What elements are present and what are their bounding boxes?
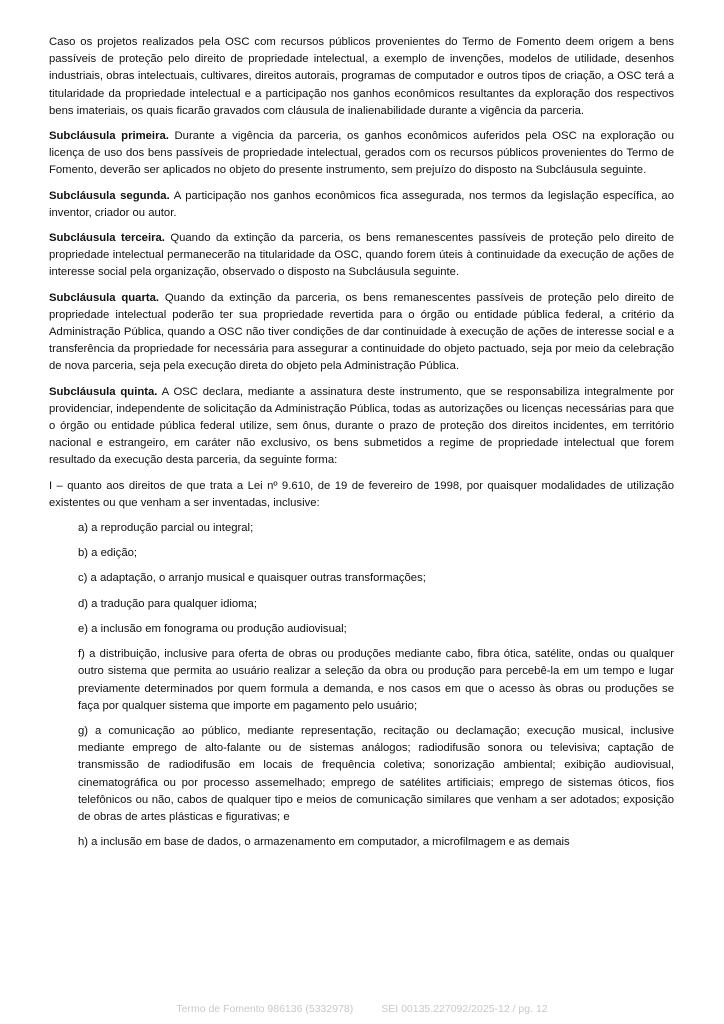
subclause-quarta <box>49 290 674 376</box>
list-item-d: d) a tradução para qualquer idioma; <box>78 597 257 610</box>
subclause-text: A participação nos ganhos econômicos fica assegurada, nos termos da legislação específica, ao inventor, criador ou autor. <box>49 189 674 219</box>
footer-sei-page: SEI 00135.227092/2025-12 / pg. 12 <box>381 1003 548 1015</box>
subclause-heading: Subcláusula primeira. <box>49 130 169 143</box>
list-item-b: b) a edição; <box>78 547 138 560</box>
list-item-g: g) a comunicação ao público, mediante representação, recitação ou declamação; execução musical, inclusive mediante emprego de alto-falante ou de sistemas análogos; radiodifusão sonora ou televisiva; captação de transmissão de radiodifusão em locais de frequência coletiva; sonorização ambiental; exibição audiovisual, cinematográfica ou por processo assemelhado; emprego de satélites artificiais; emprego de sistemas óticos, fios telefônicos ou não, cabos de qualquer tipo e meios de comunicação similares que venham a ser adotados; exposição de obras de artes plásticas e figurativas; e <box>78 724 674 823</box>
subclause-text: A OSC declara, mediante a assinatura deste instrumento, que se responsabiliza integralmente por providenciar, independente de solicitação da Administração Pública, todas as autorizações ou licenças necessárias para que o órgão ou entidade pública federal utilize, sem ônus, durante o prazo de proteção dos direitos incidentes, em território nacional e estrangeiro, em caráter não exclusivo, os bens submetidos a regime de propriedade intelectual que forem resultado da execução desta parceria, da seguinte forma: <box>49 385 674 467</box>
list-item-c: c) a adaptação, o arranjo musical e quaisquer outras transformações; <box>78 572 426 585</box>
subclause-heading: Subcláusula segunda. <box>49 189 170 202</box>
subclause-terceira <box>49 230 674 282</box>
subclause-heading: Subcláusula quinta. <box>49 385 158 398</box>
subclause-text: Quando da extinção da parceria, os bens remanescentes passíveis de proteção pelo direito de propriedade intelectual poderão ter sua propriedade revertida para o órgão ou entidade pública federal, a critério da Administração Pública, quando a OSC não tiver condições de dar continuidade à execução de ações de interesse social e a transferência da propriedade for necessária para assegurar a continuidade do objeto pactuado, seja por meio da celebração de nova parceria, seja pela execução direta do objeto pela Administração Pública. <box>49 291 674 373</box>
document-body <box>49 34 674 859</box>
intro-paragraph: Caso os projetos realizados pela OSC com recursos públicos provenientes do Termo de Fomento deem origem a bens passíveis de proteção pelo direito de propriedade intelectual, a exemplo de invenções, modelos de utilidade, desenhos industriais, obras intelectuais, cultivares, direitos autorais, programas de computador e outros tipos de criação, a OSC terá a titularidade da propriedade intelectual e a participação nos ganhos econômicos resultantes da exploração dos respectivos bens imateriais, os quais ficarão gravados com cláusula de inalienabilidade durante a vigência da parceria. <box>49 36 674 117</box>
subclause-heading: Subcláusula quarta. <box>49 291 160 304</box>
subclause-text: Durante a vigência da parceria, os ganhos econômicos auferidos pela OSC na exploração ou licença de uso dos bens passíveis de propriedade intelectual, gerados com os recursos públicos provenientes do Termo de Fomento, deverão ser aplicados no objeto do presente instrumento, sem prejuízo do disposto na Subcláusula seguinte. <box>49 130 674 177</box>
section-i-paragraph: I – quanto aos direitos de que trata a Lei nº 9.610, de 19 de fevereiro de 1998, por quaisquer modalidades de utilização existentes ou que venham a ser inventadas, inclusive: <box>49 479 674 509</box>
page-footer <box>0 1003 724 1015</box>
subclause-text: Quando da extinção da parceria, os bens remanescentes passíveis de proteção pelo direito de propriedade intelectual permanecerão na titularidade da OSC, quando forem úteis à continuidade da execução de ações de interesse social pela organização, observado o disposto na Subcláusula seguinte. <box>49 232 674 279</box>
list-item-h: h) a inclusão em base de dados, o armazenamento em computador, a microfilmagem e as demais <box>78 836 570 849</box>
list-item-f: f) a distribuição, inclusive para oferta de obras ou produções mediante cabo, fibra ótica, satélite, ondas ou qualquer outro sistema que permita ao usuário realizar a seleção da obra ou produção para percebê-la em um tempo e lugar previamente determinados por quem formula a demanda, e nos casos em que o acesso às obras ou produções se faça por qualquer sistema que importe em pagamento pelo usuário; <box>78 648 674 712</box>
subclause-primeira <box>49 128 674 180</box>
list-item-a: a) a reprodução parcial ou integral; <box>78 522 254 535</box>
subclause-quinta <box>49 384 674 470</box>
subclause-segunda <box>49 188 674 222</box>
list-item-e: e) a inclusão em fonograma ou produção audiovisual; <box>78 622 347 635</box>
footer-document-id: Termo de Fomento 986136 (5332978) <box>176 1003 354 1015</box>
subclause-heading: Subcláusula terceira. <box>49 232 165 245</box>
